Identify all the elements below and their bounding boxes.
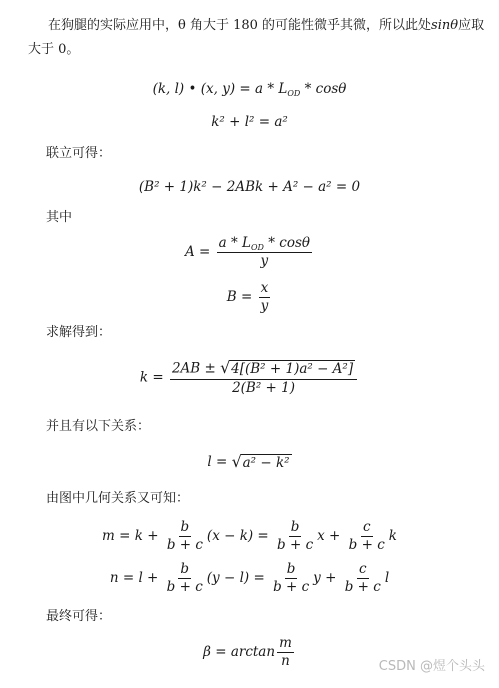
eqB-den: y [260,298,269,314]
eqN-f1-num: b [180,561,190,577]
sqrt-sign-icon: √ [231,451,242,471]
eqM-lhs: m = k + [102,528,163,544]
eqN-frac2 [271,562,311,595]
eqL-lhs: l = [207,454,232,470]
eqN-f3-num: c [358,561,367,577]
equation-l [0,453,499,472]
eqA-lhs: A = [184,244,211,260]
eqA-den: y [260,253,269,269]
eqK-sqrt [220,360,355,378]
eq1-text: (k, l) • (x, y) = a * L [152,81,288,97]
sqrt-sign-icon: √ [220,358,231,377]
eqN-f1-den: b + c [166,579,203,595]
eqB-lhs: B = [226,289,253,305]
eqM-f2-den: b + c [277,537,314,553]
label-solve: 求解得到： [46,325,112,340]
label-relation: 并且有以下关系： [46,419,151,434]
intro-text-before: 在狗腿的实际应用中，θ 角大于 180 的可能性微乎其微，所以此处 [48,18,432,33]
equation-m [0,520,499,553]
eqK-lhs: k = [139,369,164,386]
label-simultaneous: 联立可得： [46,146,112,161]
label-where: 其中 [46,210,73,225]
eqM-f3-num: c [362,519,371,535]
eqA-num-sub: OD [250,243,264,252]
eqA-num-tail: * cosθ [263,235,311,251]
eq3-text: (B² + 1)k² − 2ABk + A² − a² = 0 [138,179,361,195]
equation-quadratic [0,178,499,196]
eqN-f3-den: b + c [344,579,381,595]
equation-n [0,562,499,595]
intro-paragraph [28,14,487,62]
eqA-num: a * L [218,235,251,251]
eqB-num: x [260,280,269,296]
eqN-l: l [384,570,390,586]
eqBeta-den: n [281,653,290,669]
eqL-radicand: a² − k² [242,454,290,471]
eqM-f3-den: b + c [348,537,385,553]
eqM-x: x + [317,528,345,544]
equation-k [0,360,499,396]
eqB-fraction [259,281,271,314]
eqK-radicand: 4[(B² + 1)a² − A²] [231,361,354,377]
equation-circle [0,113,499,131]
eqN-y: y + [313,570,341,586]
equation-A [0,236,499,269]
eqK-fraction [170,360,357,396]
intro-italic-term: sinθ [431,18,459,33]
eqA-fraction [217,236,312,269]
eqBeta-num: m [279,635,292,651]
eqM-frac1 [165,520,205,553]
eqM-mid: (x − k) = [206,528,274,544]
eqN-mid: (y − l) = [206,570,270,586]
eqM-f2-num: b [290,519,300,535]
eqN-frac1 [165,562,205,595]
eqN-f2-num: b [286,561,296,577]
equation-dot-product [0,80,499,98]
eqN-lhs: n = l + [109,570,163,586]
eq1-tail: * cosθ [300,81,347,97]
label-geometry: 由图中几何关系又可知： [46,491,190,506]
equation-B [0,281,499,314]
eqM-f1-num: b [180,519,190,535]
eqM-k: k [388,528,397,544]
eqBeta-fraction [277,636,294,669]
label-final: 最终可得： [46,609,112,624]
watermark: CSDN @煜个头头 [378,659,485,674]
eqM-f1-den: b + c [166,537,203,553]
eqK-den: 2(B² + 1) [232,380,296,396]
eqN-f2-den: b + c [273,579,310,595]
eqM-frac3 [347,520,387,553]
eqL-sqrt [231,451,292,472]
eqN-frac3 [343,562,383,595]
eqBeta-lhs: β = arctan [203,644,276,660]
eq2-text: k² + l² = a² [211,114,288,130]
eq1-subscript: OD [287,89,301,98]
eqM-frac2 [275,520,315,553]
intro-text-after: 应取大于 0。 [28,18,485,57]
eqK-num-pre: 2AB ± [171,360,221,377]
